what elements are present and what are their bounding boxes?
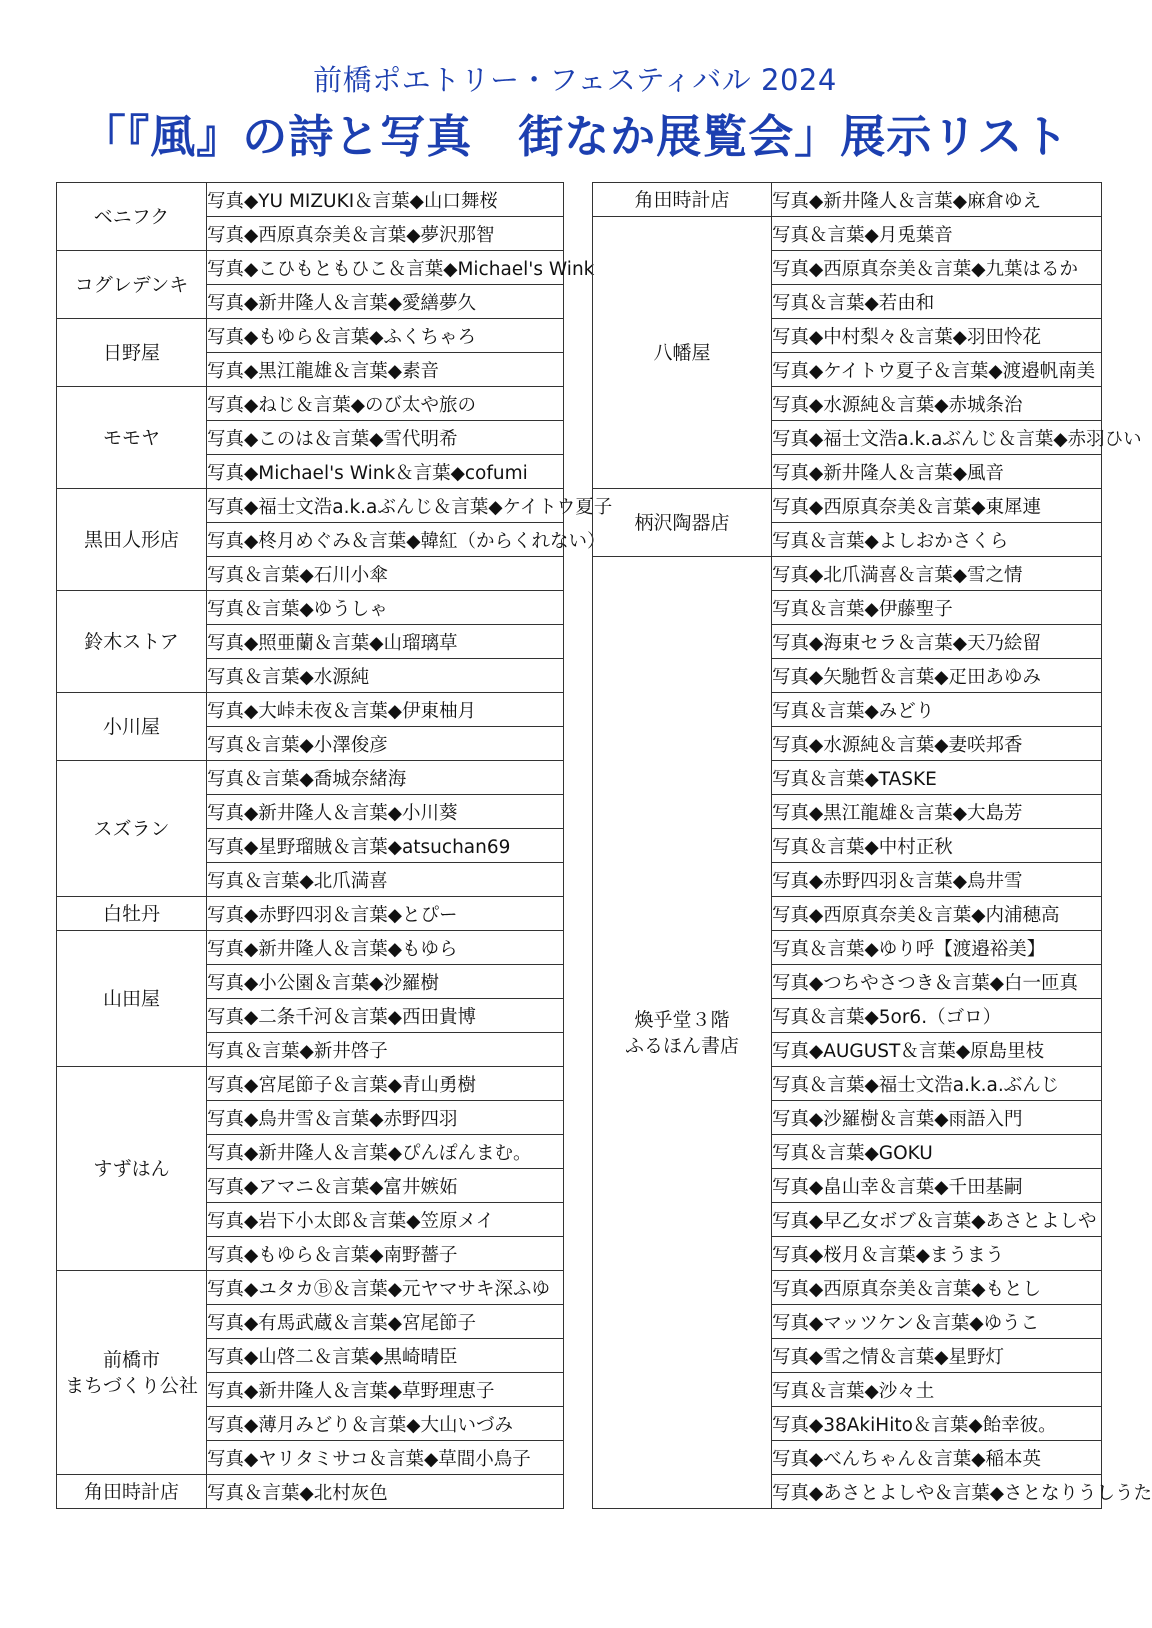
entry-cell: 写真◆水源純＆言葉◆赤城条治 — [772, 387, 1102, 421]
venue-cell — [57, 1271, 207, 1475]
entry-cell: 写真◆西原真奈美＆言葉◆夢沢那智 — [207, 217, 564, 251]
table-row — [57, 693, 564, 727]
entry-cell: 写真◆西原真奈美＆言葉◆もとし — [772, 1271, 1102, 1305]
venue-name: 鈴木ストア — [84, 630, 179, 653]
entry-cell: 写真◆マッツケン＆言葉◆ゆうこ — [772, 1305, 1102, 1339]
entry-cell: 写真◆鳥井雪＆言葉◆赤野四羽 — [207, 1101, 564, 1135]
venue-name: 黒田人形店 — [83, 528, 179, 551]
entry-cell: 写真◆AUGUST＆言葉◆原島里枝 — [772, 1033, 1102, 1067]
table-row — [57, 931, 564, 965]
venue-name: 柄沢陶器店 — [634, 511, 730, 534]
entry-cell: 写真◆新井隆人＆言葉◆小川葵 — [207, 795, 564, 829]
venue-name: 煥乎堂３階 ふるほん書店 — [624, 1008, 739, 1057]
table-row — [57, 591, 564, 625]
entry-cell: 写真＆言葉◆水源純 — [207, 659, 564, 693]
venue-cell — [57, 931, 207, 1067]
entry-cell: 写真◆沙羅樹＆言葉◆雨語入門 — [772, 1101, 1102, 1135]
entry-cell: 写真◆矢馳哲＆言葉◆疋田あゆみ — [772, 659, 1102, 693]
entry-cell: 写真＆言葉◆よしおかさくら — [772, 523, 1102, 557]
venue-cell — [57, 761, 207, 897]
entry-cell: 写真＆言葉◆喬城奈緒海 — [207, 761, 564, 795]
table-row — [57, 183, 564, 217]
entry-cell: 写真◆福士文浩a.k.aぶんじ＆言葉◆赤羽ひい — [772, 421, 1102, 455]
venue-cell — [57, 897, 207, 931]
entry-cell: 写真◆新井隆人＆言葉◆風音 — [772, 455, 1102, 489]
entry-cell: 写真◆新井隆人＆言葉◆愛繕夢久 — [207, 285, 564, 319]
entry-cell: 写真◆北爪満喜＆言葉◆雪之情 — [772, 557, 1102, 591]
venue-name: 八幡屋 — [653, 341, 711, 364]
entry-cell: 写真◆新井隆人＆言葉◆草野理恵子 — [207, 1373, 564, 1407]
entry-cell: 写真◆中村梨々＆言葉◆羽田怜花 — [772, 319, 1102, 353]
entry-cell: 写真◆大峠未夜＆言葉◆伊東柚月 — [207, 693, 564, 727]
entry-cell: 写真◆こひもともひこ＆言葉◆Michael's Wink — [207, 251, 564, 285]
entry-cell: 写真＆言葉◆TASKE — [772, 761, 1102, 795]
table-row — [57, 1067, 564, 1101]
table-row — [57, 761, 564, 795]
entry-cell: 写真◆柊月めぐみ＆言葉◆韓紅（からくれない） — [207, 523, 564, 557]
entry-cell: 写真＆言葉◆ゆうしゃ — [207, 591, 564, 625]
venue-name: 前橋市 まちづくり公社 — [65, 1348, 198, 1397]
entry-cell: 写真◆あさとよしや＆言葉◆さとなりうしうた — [772, 1475, 1102, 1509]
entry-cell: 写真◆二条千河＆言葉◆西田貴博 — [207, 999, 564, 1033]
venue-cell — [57, 1475, 207, 1509]
entry-cell: 写真◆もゆら＆言葉◆ふくちゃろ — [207, 319, 564, 353]
entry-cell: 写真＆言葉◆月兎葉音 — [772, 217, 1102, 251]
entry-cell: 写真◆べんちゃん＆言葉◆稲本英 — [772, 1441, 1102, 1475]
entry-cell: 写真＆言葉◆北村灰色 — [207, 1475, 564, 1509]
entry-cell: 写真＆言葉◆福士文浩a.k.a.ぶんじ — [772, 1067, 1102, 1101]
entry-cell: 写真＆言葉◆新井啓子 — [207, 1033, 564, 1067]
entry-cell: 写真＆言葉◆沙々土 — [772, 1373, 1102, 1407]
entry-cell: 写真◆YU MIZUKI＆言葉◆山口舞桜 — [207, 183, 564, 217]
entry-cell: 写真＆言葉◆北爪満喜 — [207, 863, 564, 897]
venue-cell — [57, 387, 207, 489]
venue-cell — [57, 591, 207, 693]
entry-cell: 写真◆新井隆人＆言葉◆もゆら — [207, 931, 564, 965]
entry-cell: 写真◆赤野四羽＆言葉◆鳥井雪 — [772, 863, 1102, 897]
right-exhibit-table — [592, 182, 1152, 1509]
entry-cell: 写真◆海東セラ＆言葉◆天乃絵留 — [772, 625, 1102, 659]
table-row — [593, 489, 1102, 523]
entry-cell: 写真◆薄月みどり＆言葉◆大山いづみ — [207, 1407, 564, 1441]
left-exhibit-table — [56, 182, 613, 1509]
entry-cell: 写真◆星野瑠賊＆言葉◆atsuchan69 — [207, 829, 564, 863]
table-row — [57, 251, 564, 285]
table-row — [57, 319, 564, 353]
venue-name: 山田屋 — [102, 987, 160, 1010]
entry-cell: 写真◆黒江龍雄＆言葉◆大島芳 — [772, 795, 1102, 829]
entry-cell: 写真＆言葉◆ゆり呼【渡邉裕美】 — [772, 931, 1102, 965]
entry-cell: 写真◆新井隆人＆言葉◆麻倉ゆえ — [772, 183, 1102, 217]
entry-cell: 写真◆つちやさつき＆言葉◆白一匝真 — [772, 965, 1102, 999]
venue-name: すずはん — [93, 1157, 170, 1180]
entry-cell: 写真＆言葉◆5or6.（ゴロ） — [772, 999, 1102, 1033]
entry-cell: 写真◆畠山幸＆言葉◆千田基嗣 — [772, 1169, 1102, 1203]
venue-cell — [57, 319, 207, 387]
entry-cell: 写真◆有馬武蔵＆言葉◆宮尾節子 — [207, 1305, 564, 1339]
entry-cell: 写真◆西原真奈美＆言葉◆東犀連 — [772, 489, 1102, 523]
entry-cell: 写真◆雪之情＆言葉◆星野灯 — [772, 1339, 1102, 1373]
table-row — [57, 387, 564, 421]
entry-cell: 写真◆福士文浩a.k.aぶんじ＆言葉◆ケイトウ夏子 — [207, 489, 564, 523]
table-row — [57, 1271, 564, 1305]
entry-cell: 写真◆新井隆人＆言葉◆ぴんぽんまむ。 — [207, 1135, 564, 1169]
venue-name: コグレデンキ — [74, 273, 189, 296]
venue-name: 角田時計店 — [83, 1480, 179, 1503]
venue-cell — [593, 183, 772, 217]
entry-cell: 写真＆言葉◆伊藤聖子 — [772, 591, 1102, 625]
entry-cell: 写真◆赤野四羽＆言葉◆とぴー — [207, 897, 564, 931]
venue-name: モモヤ — [102, 426, 160, 449]
entry-cell: 写真◆照亜蘭＆言葉◆山瑠璃草 — [207, 625, 564, 659]
entry-cell: 写真◆山啓二＆言葉◆黒崎晴臣 — [207, 1339, 564, 1373]
entry-cell: 写真＆言葉◆若由和 — [772, 285, 1102, 319]
entry-cell: 写真◆宮尾節子＆言葉◆青山勇樹 — [207, 1067, 564, 1101]
table-row — [593, 217, 1102, 251]
venue-cell — [593, 489, 772, 557]
table-row — [593, 557, 1102, 591]
venue-name: 日野屋 — [102, 341, 160, 364]
entry-cell: 写真◆ユタカⒷ＆言葉◆元ヤマサキ深ふゆ — [207, 1271, 564, 1305]
entry-cell: 写真◆ヤリタミサコ＆言葉◆草間小鳥子 — [207, 1441, 564, 1475]
table-row — [57, 489, 564, 523]
festival-subtitle: 前橋ポエトリー・フェスティバル 2024 — [313, 63, 837, 97]
venue-name: スズラン — [93, 817, 170, 840]
venue-cell — [57, 1067, 207, 1271]
entry-cell: 写真＆言葉◆GOKU — [772, 1135, 1102, 1169]
venue-cell — [593, 557, 772, 1509]
entry-cell: 写真◆ケイトウ夏子＆言葉◆渡邉帆南美 — [772, 353, 1102, 387]
entry-cell: 写真◆水源純＆言葉◆妻咲邦香 — [772, 727, 1102, 761]
table-row — [57, 1475, 564, 1509]
entry-cell: 写真＆言葉◆中村正秋 — [772, 829, 1102, 863]
entry-cell: 写真＆言葉◆小澤俊彦 — [207, 727, 564, 761]
table-row — [57, 897, 564, 931]
entry-cell: 写真◆このは＆言葉◆雪代明希 — [207, 421, 564, 455]
entry-cell: 写真◆早乙女ボブ＆言葉◆あさとよしや — [772, 1203, 1102, 1237]
entry-cell: 写真◆西原真奈美＆言葉◆九葉はるか — [772, 251, 1102, 285]
page-title: 「『風』の詩と写真 街なか展覧会」展示リスト — [80, 110, 1070, 163]
venue-cell — [57, 183, 207, 251]
entry-cell: 写真◆西原真奈美＆言葉◆内浦穂高 — [772, 897, 1102, 931]
venue-cell — [593, 217, 772, 489]
entry-cell: 写真＆言葉◆石川小傘 — [207, 557, 564, 591]
entry-cell: 写真◆岩下小太郎＆言葉◆笠原メイ — [207, 1203, 564, 1237]
entry-cell: 写真◆黒江龍雄＆言葉◆素音 — [207, 353, 564, 387]
entry-cell: 写真◆Michael's Wink＆言葉◆cofumi — [207, 455, 564, 489]
venue-name: 角田時計店 — [634, 188, 730, 211]
entry-cell: 写真◆桜月＆言葉◆まうまう — [772, 1237, 1102, 1271]
venue-name: ベニフク — [93, 205, 170, 228]
entry-cell: 写真＆言葉◆みどり — [772, 693, 1102, 727]
entry-cell: 写真◆ねじ＆言葉◆のび太や旅の — [207, 387, 564, 421]
entry-cell: 写真◆小公園＆言葉◆沙羅樹 — [207, 965, 564, 999]
venue-cell — [57, 489, 207, 591]
entry-cell: 写真◆38AkiHito＆言葉◆飴幸彼。 — [772, 1407, 1102, 1441]
table-row — [593, 183, 1102, 217]
entry-cell: 写真◆アマニ＆言葉◆富井嫉妬 — [207, 1169, 564, 1203]
venue-cell — [57, 693, 207, 761]
entry-cell: 写真◆もゆら＆言葉◆南野薔子 — [207, 1237, 564, 1271]
venue-name: 小川屋 — [102, 715, 160, 738]
venue-cell — [57, 251, 207, 319]
venue-name: 白牡丹 — [102, 902, 160, 925]
